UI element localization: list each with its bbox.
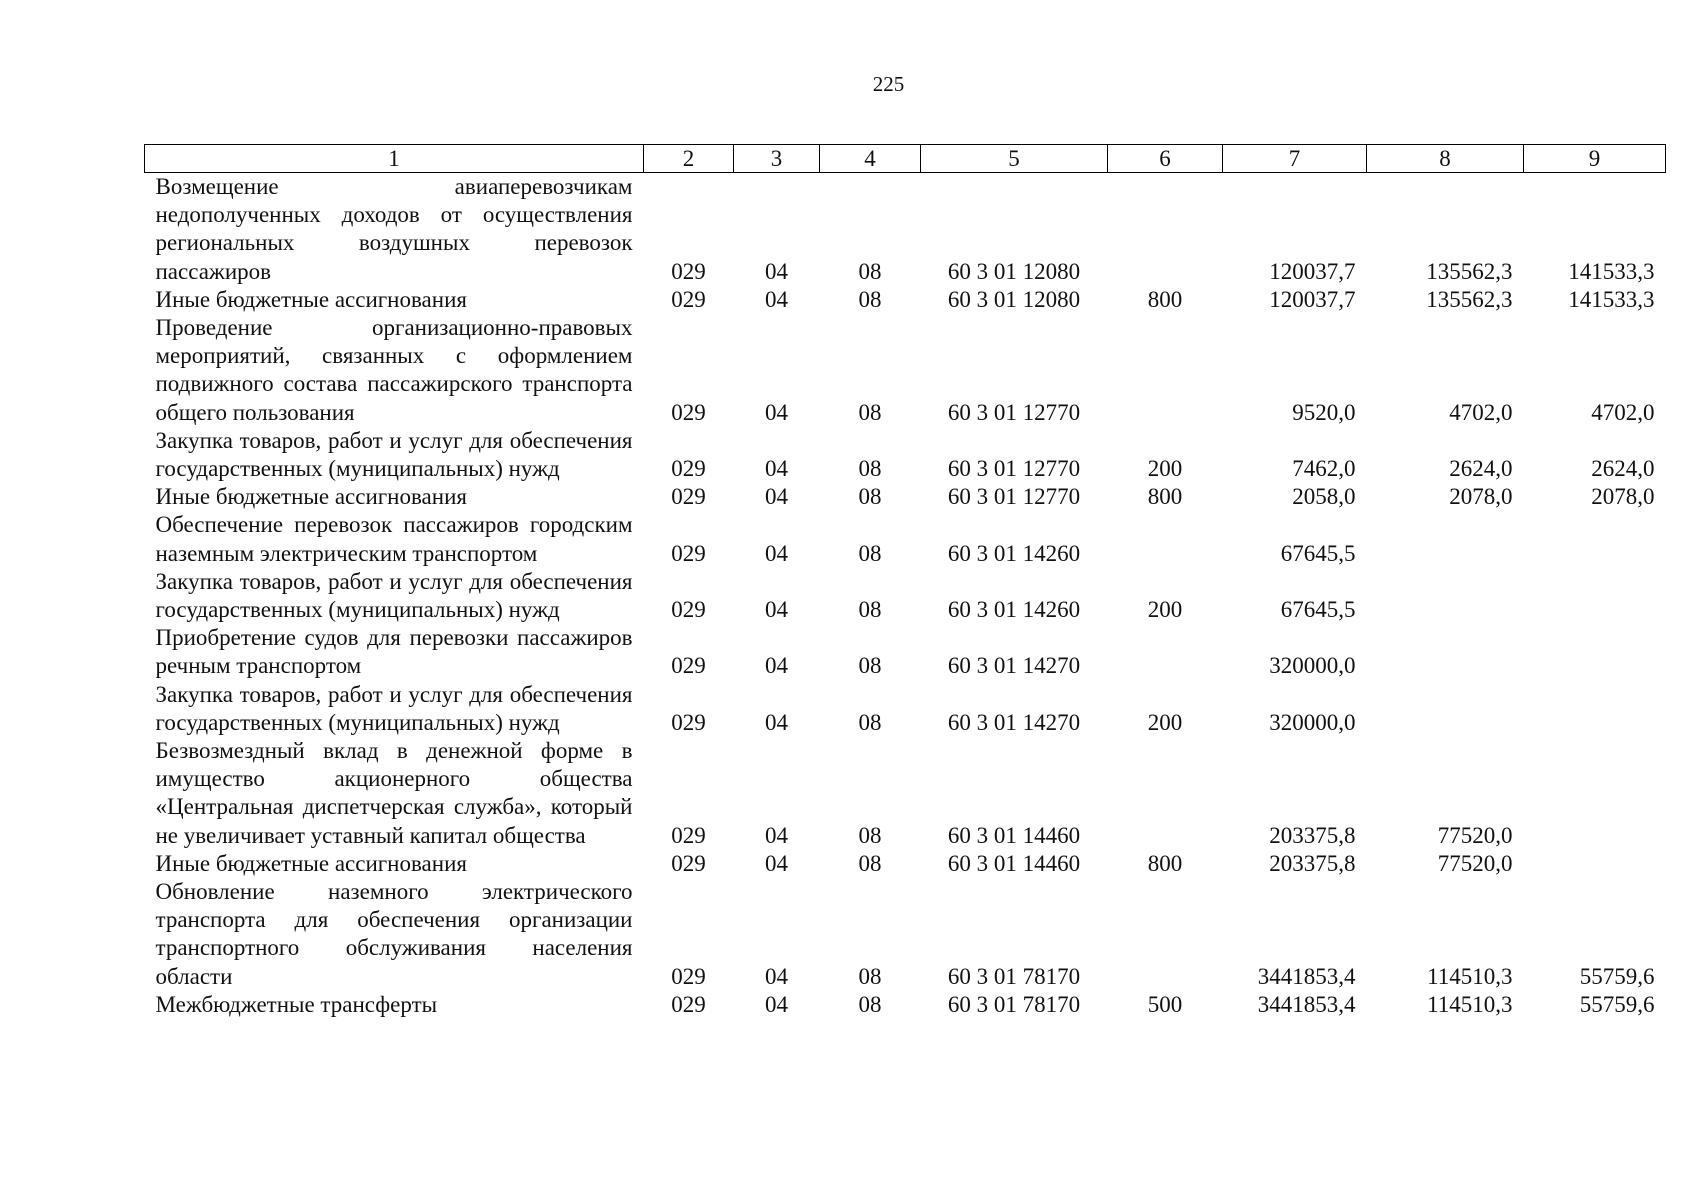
row-expense-type [1108, 624, 1223, 680]
row-amount-col9 [1524, 511, 1666, 567]
table-row [145, 878, 1666, 991]
row-ministry-code: 029 [671, 399, 706, 425]
row-section-code: 04 [765, 540, 788, 566]
budget-table [144, 144, 1666, 1019]
row-description: Безвозмездный вклад в денежной форме в имущество акционерного общества «Центральная диспетчерская служба», который не увеличивает уставный капитал общества [155, 738, 633, 848]
row-ministry-code: 029 [671, 456, 706, 482]
column-header-1: 1 [145, 145, 644, 173]
row-amount-col9 [1524, 737, 1666, 850]
row-target-article: 60 3 01 14460 [947, 850, 1081, 876]
row-ministry-code: 029 [671, 653, 706, 679]
row-ministry-code: 029 [671, 709, 706, 735]
row-amount-col7: 9520,0 [1292, 399, 1356, 425]
row-section-code: 04 [765, 653, 788, 679]
table-row [145, 483, 1666, 511]
row-subsection-code: 08 [858, 850, 882, 876]
row-section-code: 04 [765, 456, 788, 482]
row-target-article: 60 3 01 12770 [947, 456, 1081, 482]
column-header-6: 6 [1108, 145, 1223, 173]
row-ministry-code: 029 [671, 822, 706, 848]
row-amount-col7: 320000,0 [1269, 653, 1356, 679]
row-subsection-code: 08 [858, 597, 882, 623]
row-amount-col8 [1367, 511, 1524, 567]
row-expense-type [1108, 173, 1223, 286]
row-amount-col8: 135562,3 [1426, 286, 1513, 312]
table-row [145, 173, 1666, 286]
row-amount-col8 [1367, 681, 1524, 737]
row-target-article: 60 3 01 12080 [947, 258, 1081, 284]
row-target-article: 60 3 01 14260 [947, 597, 1081, 623]
row-expense-type: 800 [1147, 484, 1183, 510]
row-target-article: 60 3 01 14270 [947, 709, 1081, 735]
row-amount-col9: 141533,3 [1568, 286, 1655, 312]
row-target-article: 60 3 01 14270 [947, 653, 1081, 679]
row-expense-type [1108, 878, 1223, 991]
row-amount-col7: 3441853,4 [1257, 963, 1356, 989]
row-ministry-code: 029 [671, 286, 706, 312]
row-subsection-code: 08 [858, 286, 882, 312]
row-amount-col8: 4702,0 [1449, 399, 1513, 425]
row-target-article: 60 3 01 12080 [947, 286, 1081, 312]
row-subsection-code: 08 [858, 963, 882, 989]
row-amount-col8: 2078,0 [1449, 484, 1513, 510]
table-row [145, 681, 1666, 737]
table-row [145, 624, 1666, 680]
row-subsection-code: 08 [858, 258, 882, 284]
row-description: Иные бюджетные ассигнования [155, 850, 467, 876]
row-amount-col7: 67645,5 [1280, 540, 1356, 566]
row-subsection-code: 08 [858, 709, 882, 735]
row-section-code: 04 [765, 597, 788, 623]
table-row [145, 511, 1666, 567]
row-description: Межбюджетные трансферты [155, 991, 438, 1017]
row-amount-col8: 2624,0 [1449, 456, 1513, 482]
row-amount-col9 [1524, 568, 1666, 624]
row-description: Закупка товаров, работ и услуг для обеспечения государственных (муниципальных) нужд [155, 427, 633, 482]
row-ministry-code: 029 [671, 991, 706, 1017]
row-expense-type: 200 [1147, 456, 1183, 482]
table-row [145, 568, 1666, 624]
row-amount-col8: 135562,3 [1426, 258, 1513, 284]
table-row [145, 314, 1666, 427]
row-description: Закупка товаров, работ и услуг для обеспечения государственных (муниципальных) нужд [155, 568, 633, 623]
row-ministry-code: 029 [671, 850, 706, 876]
row-subsection-code: 08 [858, 399, 882, 425]
row-expense-type [1108, 314, 1223, 427]
row-amount-col8: 114510,3 [1427, 963, 1513, 989]
row-description: Возмещение авиаперевозчикам недополученных доходов от осуществления региональных воздушных перевозок пассажиров [155, 174, 633, 284]
row-amount-col7: 203375,8 [1269, 822, 1356, 848]
row-description: Обновление наземного электрического транспорта для обеспечения организации транспортного обслуживания населения области [155, 879, 633, 989]
row-amount-col7: 203375,8 [1269, 850, 1356, 876]
row-target-article: 60 3 01 12770 [947, 484, 1081, 510]
row-description: Проведение организационно-правовых мероприятий, связанных с оформлением подвижного состава пассажирского транспорта общего пользования [155, 315, 633, 425]
row-amount-col9: 55759,6 [1579, 991, 1655, 1017]
page-number: 225 [872, 72, 905, 96]
row-amount-col8 [1367, 624, 1524, 680]
row-section-code: 04 [765, 850, 788, 876]
table-body [145, 173, 1666, 1020]
row-target-article: 60 3 01 78170 [947, 963, 1081, 989]
row-amount-col7: 67645,5 [1280, 597, 1356, 623]
row-target-article: 60 3 01 14460 [947, 822, 1081, 848]
row-amount-col9: 4702,0 [1591, 399, 1655, 425]
table-row [145, 427, 1666, 483]
table-row [145, 286, 1666, 314]
row-subsection-code: 08 [858, 822, 882, 848]
row-target-article: 60 3 01 78170 [947, 991, 1081, 1017]
row-subsection-code: 08 [858, 456, 882, 482]
row-expense-type: 200 [1147, 709, 1183, 735]
row-section-code: 04 [765, 991, 788, 1017]
row-amount-col9 [1524, 850, 1666, 878]
row-expense-type [1108, 737, 1223, 850]
row-amount-col7: 3441853,4 [1257, 991, 1356, 1017]
row-section-code: 04 [765, 484, 788, 510]
table-row [145, 850, 1666, 878]
column-header-7: 7 [1223, 145, 1367, 173]
row-description: Закупка товаров, работ и услуг для обеспечения государственных (муниципальных) нужд [155, 681, 633, 735]
column-header-8: 8 [1367, 145, 1524, 173]
row-target-article: 60 3 01 12770 [947, 399, 1081, 425]
row-amount-col7: 320000,0 [1269, 709, 1356, 735]
row-expense-type: 500 [1147, 991, 1183, 1017]
column-header-5: 5 [921, 145, 1108, 173]
row-amount-col7: 120037,7 [1269, 286, 1356, 312]
row-amount-col8 [1367, 568, 1524, 624]
row-ministry-code: 029 [671, 484, 706, 510]
row-expense-type: 800 [1147, 286, 1183, 312]
row-subsection-code: 08 [858, 991, 882, 1017]
row-target-article: 60 3 01 14260 [947, 540, 1081, 566]
table-row [145, 737, 1666, 850]
row-amount-col8: 114510,3 [1427, 991, 1513, 1017]
column-header-2: 2 [644, 145, 734, 173]
row-description: Иные бюджетные ассигнования [155, 484, 467, 510]
row-expense-type: 200 [1147, 597, 1183, 623]
row-amount-col7: 7462,0 [1292, 456, 1356, 482]
row-description: Обеспечение перевозок пассажиров городским наземным электрическим транспортом [155, 512, 633, 566]
row-expense-type [1108, 511, 1223, 567]
row-subsection-code: 08 [858, 653, 882, 679]
row-ministry-code: 029 [671, 597, 706, 623]
row-amount-col9: 141533,3 [1568, 258, 1655, 284]
row-ministry-code: 029 [671, 540, 706, 566]
row-section-code: 04 [765, 286, 788, 312]
row-amount-col7: 2058,0 [1292, 484, 1356, 510]
row-amount-col9 [1524, 624, 1666, 680]
row-amount-col7: 120037,7 [1269, 258, 1356, 284]
row-section-code: 04 [765, 822, 788, 848]
row-subsection-code: 08 [858, 540, 882, 566]
column-header-4: 4 [820, 145, 921, 173]
column-header-3: 3 [734, 145, 820, 173]
column-header-9: 9 [1524, 145, 1666, 173]
row-expense-type: 800 [1147, 850, 1183, 876]
header-row [145, 145, 1666, 173]
row-subsection-code: 08 [858, 484, 882, 510]
row-amount-col9 [1524, 681, 1666, 737]
row-section-code: 04 [765, 963, 788, 989]
row-ministry-code: 029 [671, 258, 706, 284]
row-section-code: 04 [765, 258, 788, 284]
row-section-code: 04 [765, 709, 788, 735]
row-amount-col9: 2624,0 [1591, 456, 1655, 482]
row-amount-col9: 55759,6 [1579, 963, 1655, 989]
row-description: Иные бюджетные ассигнования [155, 286, 467, 312]
row-amount-col9: 2078,0 [1591, 484, 1655, 510]
row-ministry-code: 029 [671, 963, 706, 989]
row-amount-col8: 77520,0 [1437, 822, 1513, 848]
row-section-code: 04 [765, 399, 788, 425]
row-amount-col8: 77520,0 [1437, 850, 1513, 876]
row-description: Приобретение судов для перевозки пассажиров речным транспортом [155, 625, 633, 679]
table-row [145, 991, 1666, 1019]
